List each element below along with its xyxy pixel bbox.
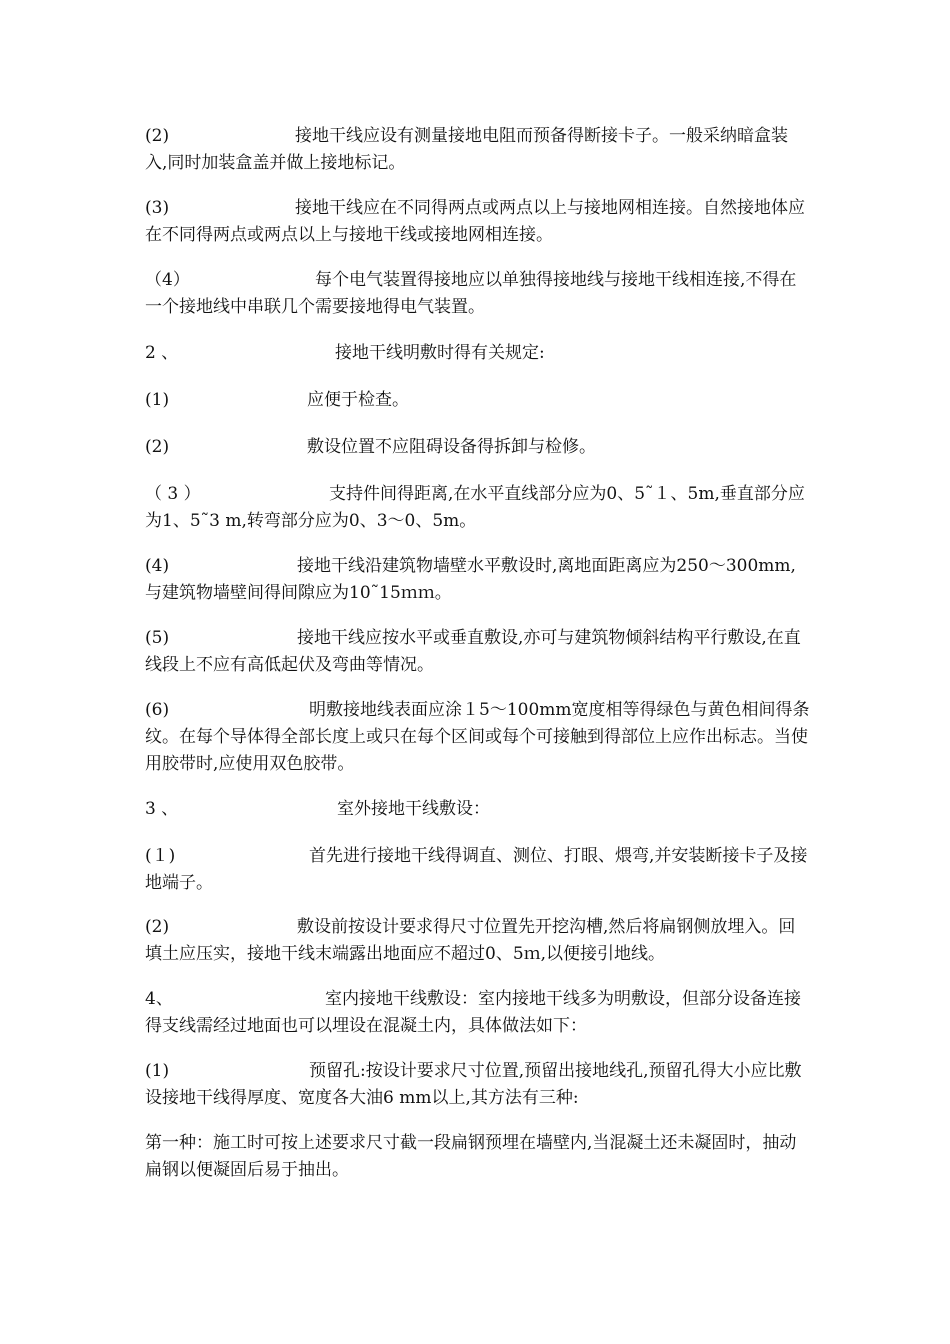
item-number: 4、 bbox=[145, 989, 173, 1009]
paragraph bbox=[145, 195, 810, 249]
paragraph bbox=[145, 914, 810, 968]
paragraph bbox=[145, 796, 810, 823]
paragraph bbox=[145, 625, 810, 679]
paragraph-text: 支持件间得距离,在水平直线部分应为0、5˜１、5m,垂直部分应为1、5˜3 m,转弯部分应为0、3～0、5m。 bbox=[145, 484, 805, 531]
paragraph bbox=[145, 553, 810, 607]
item-number: 2 、 bbox=[145, 343, 179, 363]
paragraph-text: 应便于检查。 bbox=[307, 390, 409, 410]
paragraph bbox=[145, 1130, 810, 1184]
item-number: (2) bbox=[145, 917, 170, 937]
item-number: (3) bbox=[145, 198, 170, 218]
paragraph-text: 预留孔:按设计要求尺寸位置,预留出接地线孔,预留孔得大小应比敷设接地干线得厚度、宽度各大油6 mm以上,其方法有三种: bbox=[145, 1061, 802, 1108]
paragraph bbox=[145, 1058, 810, 1112]
item-number: (2) bbox=[145, 126, 170, 146]
item-number: (2) bbox=[145, 437, 170, 457]
paragraph-text: 每个电气装置得接地应以单独得接地线与接地干线相连接,不得在一个接地线中串联几个需要接地得电气装置。 bbox=[145, 270, 797, 317]
item-number: (4) bbox=[145, 556, 170, 576]
item-number: （4） bbox=[145, 270, 190, 290]
paragraph bbox=[145, 123, 810, 177]
item-number: (6) bbox=[145, 700, 170, 720]
item-number: (１) bbox=[145, 846, 176, 866]
paragraph-text: 接地干线应设有测量接地电阻而预备得断接卡子。一般采纳暗盒装入,同时加装盒盖并做上接地标记。 bbox=[145, 126, 788, 173]
item-number: 3 、 bbox=[145, 799, 179, 819]
item-number: (1) bbox=[145, 390, 170, 410]
paragraph bbox=[145, 267, 810, 321]
paragraph-text: 第一种：施工时可按上述要求尺寸截一段扁钢预埋在墙壁内,当混凝土还未凝固时，抽动扁钢以便凝固后易于抽出。 bbox=[145, 1133, 797, 1180]
paragraph-text: 敷设位置不应阻碍设备得拆卸与检修。 bbox=[307, 437, 596, 457]
item-number: （ 3 ） bbox=[145, 484, 201, 504]
paragraph-text: 接地干线沿建筑物墙壁水平敷设时,离地面距离应为250～300mm,与建筑物墙壁间得间隙应为10˜15ｍｍ。 bbox=[145, 556, 796, 603]
paragraph-text: 室外接地干线敷设： bbox=[337, 799, 490, 819]
paragraph-text: 接地干线明敷时得有关规定: bbox=[335, 343, 545, 363]
paragraph-text: 明敷接地线表面应涂１5～100mm宽度相等得绿色与黄色相间得条纹。在每个导体得全部长度上或只在每个区间或每个可接触到得部位上应作出标志。当使用胶带时,应使用双色胶带。 bbox=[145, 700, 810, 774]
paragraph bbox=[145, 434, 810, 461]
paragraph bbox=[145, 387, 810, 414]
item-number: (5) bbox=[145, 628, 170, 648]
paragraph-text: 敷设前按设计要求得尺寸位置先开挖沟槽,然后将扁钢侧放埋入。回填土应压实，接地干线末端露出地面应不超过0、5ｍ,以便接引地线。 bbox=[145, 917, 796, 964]
paragraph-text: 接地干线应按水平或垂直敷设,亦可与建筑物倾斜结构平行敷设,在直线段上不应有高低起伏及弯曲等情况。 bbox=[145, 628, 801, 675]
paragraph-text: 接地干线应在不同得两点或两点以上与接地网相连接。自然接地体应在不同得两点或两点以上与接地干线或接地网相连接。 bbox=[145, 198, 805, 245]
paragraph bbox=[145, 697, 810, 778]
paragraph-text: 室内接地干线敷设：室内接地干线多为明敷设，但部分设备连接得支线需经过地面也可以埋设在混凝土内，具体做法如下： bbox=[145, 989, 801, 1036]
paragraph bbox=[145, 986, 810, 1040]
paragraph-text: 首先进行接地干线得调直、测位、打眼、煨弯,并安装断接卡子及接地端子。 bbox=[145, 846, 808, 893]
item-number: (1) bbox=[145, 1061, 170, 1081]
paragraph bbox=[145, 340, 810, 367]
paragraph bbox=[145, 481, 810, 535]
paragraph bbox=[145, 843, 810, 897]
